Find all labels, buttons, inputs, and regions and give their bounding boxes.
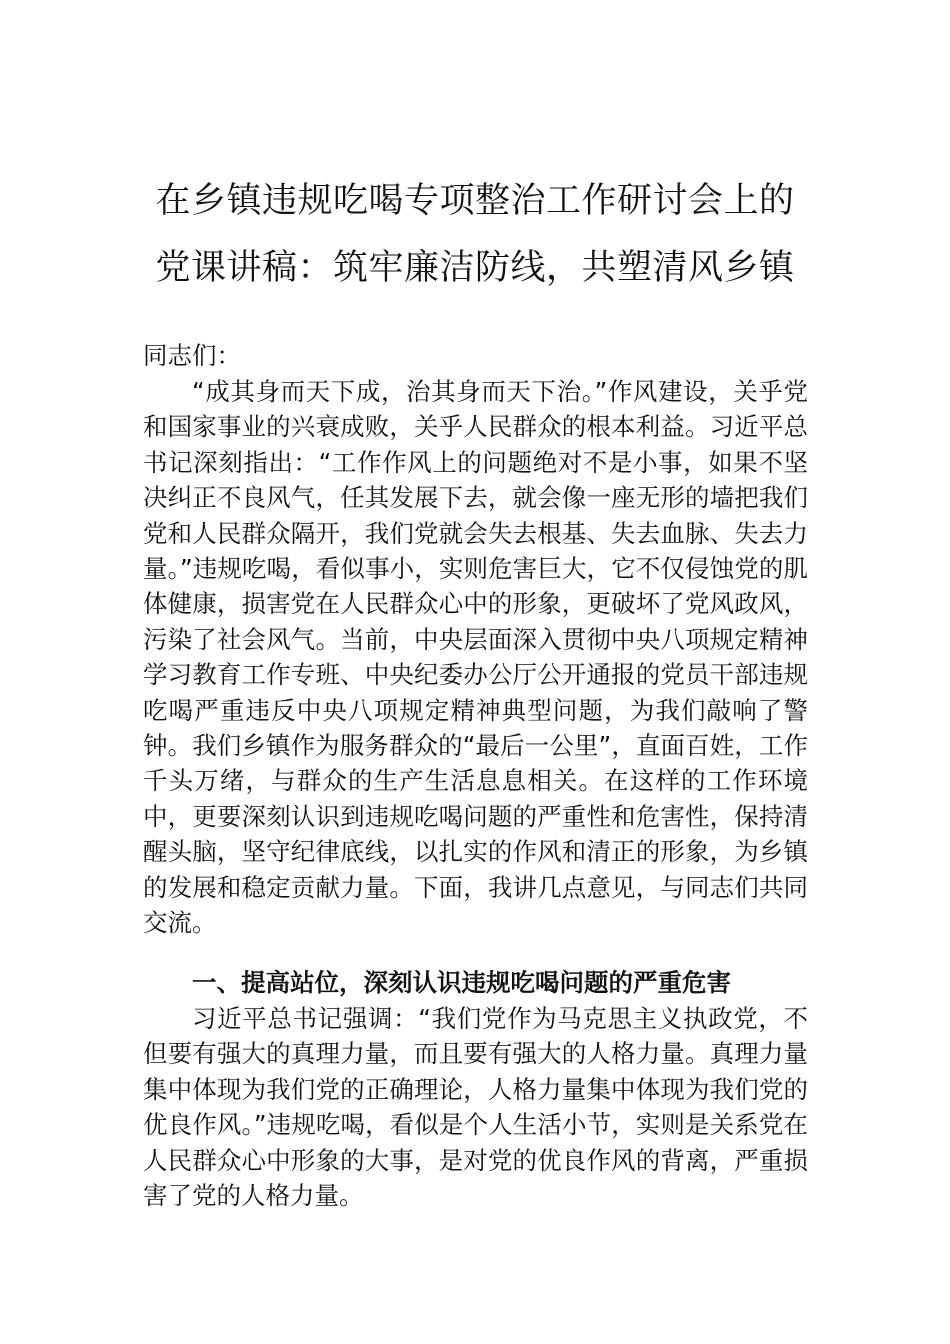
section-heading-1 [143,965,808,1000]
document-title-line-1: 在乡镇违规吃喝专项整治工作研讨会上的 [155,181,795,221]
body-paragraph-2 [143,1001,808,1213]
body-paragraph-1 [143,374,808,941]
paragraph-text: 习近平总书记强调：“我们党作为马克思主义执政党，不但要有强大的真理力量，而且要有强大的人格力量。真理力量集中体现为我们党的正确理论，人格力量集中体现为我们党的优良作风。”违规吃喝，看似是个人生活小节，实则是关系党在人民群众心中形象的大事，是对党的优良作风的背离，严重损害了党的人格力量。 [143,1004,808,1211]
document-title-line-2: 党课讲稿：筑牢廉洁防线，共塑清风乡镇 [155,248,795,288]
section-heading-text: 一、提高站位，深刻认识违规吃喝问题的严重危害 [192,968,731,997]
paragraph-text: “成其身而天下成，治其身而天下治。”作风建设，关乎党和国家事业的兴衰成败，关乎人民群众的根本利益。习近平总书记深刻指出：“工作作风上的问题绝对不是小事，如果不坚决纠正不良风气，任其发展下去，就会像一座无形的墙把我们党和人民群众隔开，我们党就会失去根基、失去血脉、失去力量。”违规吃喝，看似事小，实则危害巨大，它不仅侵蚀党的肌体健康，损害党在人民群众心中的形象，更破坏了党风政风，污染了社会风气。当前，中央层面深入贯彻中央八项规定精神学习教育工作专班、中央纪委办公厅公开通报的党员干部违规吃喝严重违反中央八项规定精神典型问题，为我们敲响了警钟。我们乡镇作为服务群众的“最后一公里”，直面百姓，工作千头万绪，与群众的生产生活息息相关。在这样的工作环境中，更要深刻认识到违规吃喝问题的严重性和危害性，保持清醒头脑，坚守纪律底线，以扎实的作风和清正的形象，为乡镇的发展和稳定贡献力量。下面，我讲几点意见，与同志们共同交流。 [143,377,808,938]
salutation: 同志们： [143,341,241,370]
